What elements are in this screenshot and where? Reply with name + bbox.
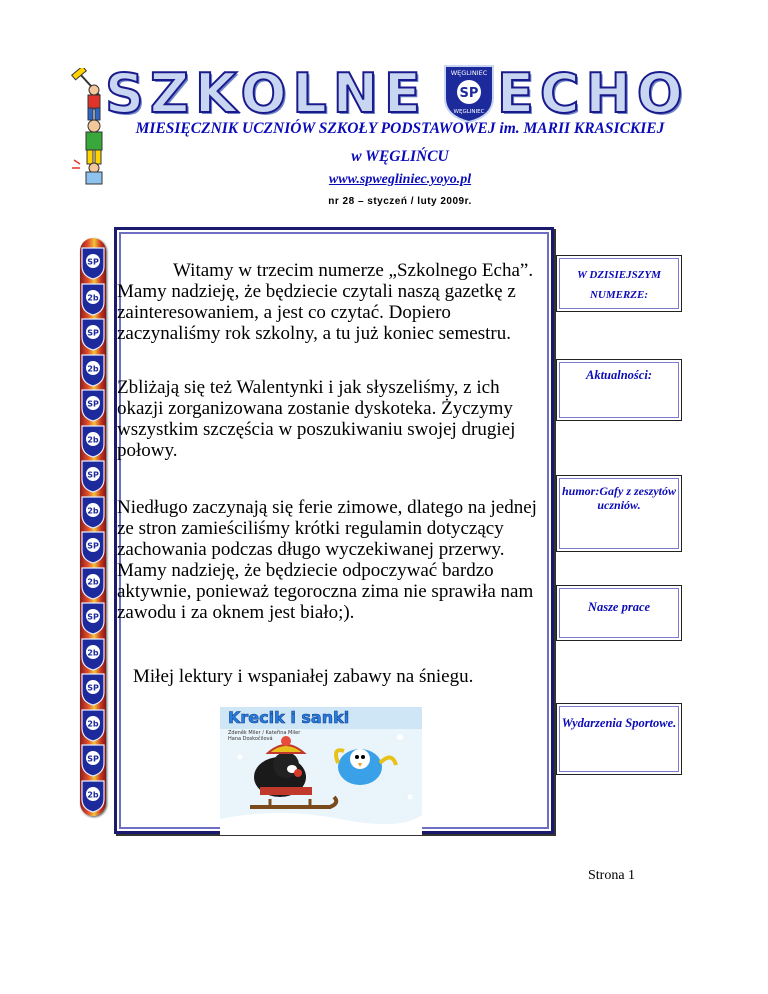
website-link[interactable]: www.spwegliniec.yoyo.pl [328, 172, 472, 187]
article-paragraph-3: Niedługo zaczynają się ferie zimowe, dlatego na jednej ze stron zamieściliśmy krótki regulamin dotyczący zachowania podczas długo wyczekiwanej przerwy. Mamy nadzieję, że będziecie odpoczywać bardzo aktywnie, ponieważ tegoroczna zima nie sprawiła nam zawodu i za oknem jest biało;). [117, 497, 537, 623]
school-emblem-icon [441, 62, 497, 124]
badge-label: 2b [87, 719, 99, 728]
sidebar-item-humor[interactable] [556, 475, 682, 552]
class-2b-badge-icon [80, 779, 106, 813]
book-subtitle: Hana Doskočilová [228, 736, 273, 742]
badge-label: SP [87, 328, 99, 338]
masthead-word-echo: ECHO [497, 61, 689, 125]
masthead-word-szkolne: SZKOLNE [105, 61, 427, 125]
masthead [105, 62, 695, 124]
sidebar-item-nasze-prace[interactable] [556, 585, 682, 641]
badge-label: SP [87, 612, 99, 622]
class-2b-badge-icon [80, 495, 106, 529]
badge-label: SP [87, 541, 99, 551]
article-paragraph-1: Witamy w trzecim numerze „Szkolnego Echa”. Mamy nadzieję, że będziecie czytali naszą gazetkę z zainteresowaniem, a jest co czytać. Dopiero zaczynaliśmy rok szkolny, a tu już koniec semestru. [117, 260, 534, 344]
sidebar-heading-line1: W DZISIEJSZYM [577, 269, 661, 281]
sidebar-item-label: Nasze prace [587, 600, 651, 614]
badge-label: 2b [87, 577, 99, 586]
badge-label: SP [87, 470, 99, 480]
sp-badge-icon [80, 388, 106, 422]
class-2b-badge-icon [80, 282, 106, 316]
article-paragraph-2: Zbliżają się też Walentynki i jak słyszeliśmy, z ich okazji zorganizowana zostanie dyskoteka. Życzymy wszystkim szczęścia w poszukiwaniu swojej drugiej połowy. [117, 377, 516, 461]
badge-label: SP [87, 399, 99, 409]
issue-info: nr 28 – styczeń / luty 2009r. [328, 196, 472, 207]
sp-badge-icon [80, 601, 106, 635]
badge-label: 2b [87, 790, 99, 799]
sp-badge-icon [80, 459, 106, 493]
class-2b-badge-icon [80, 637, 106, 671]
badge-label: SP [87, 257, 99, 267]
badge-label: SP [87, 683, 99, 693]
sp-badge-icon [80, 530, 106, 564]
badge-label: 2b [87, 506, 99, 515]
sidebar-item-label: humor:Gafy z zeszytów uczniów. [561, 484, 676, 512]
badge-label: 2b [87, 364, 99, 373]
sidebar-item-aktualnosci[interactable] [556, 359, 682, 421]
emblem-bottom-text: WĘGLINIEC [453, 109, 485, 115]
sp-badge-icon [80, 743, 106, 777]
book-authors: Zdeněk Miler / Kateřina Miler [228, 730, 301, 736]
sidebar-item-label: Wydarzenia Sportowe. [561, 716, 677, 730]
class-2b-badge-icon [80, 566, 106, 600]
sidebar-item-wydarzenia-sportowe[interactable] [556, 703, 682, 775]
emblem-top-text: WĘGLINIEC [450, 69, 488, 77]
class-2b-badge-icon [80, 708, 106, 742]
newspaper-subtitle-location: w WĘGLIŃCU [351, 148, 449, 165]
sp-badge-icon [80, 246, 106, 280]
badge-label: 2b [87, 435, 99, 444]
book-cover-image [220, 707, 422, 835]
badge-label: SP [87, 754, 99, 764]
newspaper-subtitle: MIESIĘCZNIK UCZNIÓW SZKOŁY PODSTAWOWEJ im. MARII KRASICKIEJ [135, 120, 665, 137]
class-2b-badge-icon [80, 353, 106, 387]
sp-badge-icon [80, 672, 106, 706]
badge-label: 2b [87, 648, 99, 657]
emblem-center-text: SP [459, 86, 479, 101]
sidebar-heading-box [556, 255, 682, 312]
sp-badge-icon [80, 317, 106, 351]
sidebar-item-label: Aktualności: [586, 368, 652, 382]
article-paragraph-4: Miłej lektury i wspaniałej zabawy na śniegu. [133, 666, 474, 687]
badge-label: 2b [87, 293, 99, 302]
book-title: Krecik i sanki [228, 708, 350, 727]
page-number: Strona 1 [588, 868, 636, 883]
class-2b-badge-icon [80, 424, 106, 458]
sidebar-heading-line2: NUMERZE: [589, 289, 649, 301]
